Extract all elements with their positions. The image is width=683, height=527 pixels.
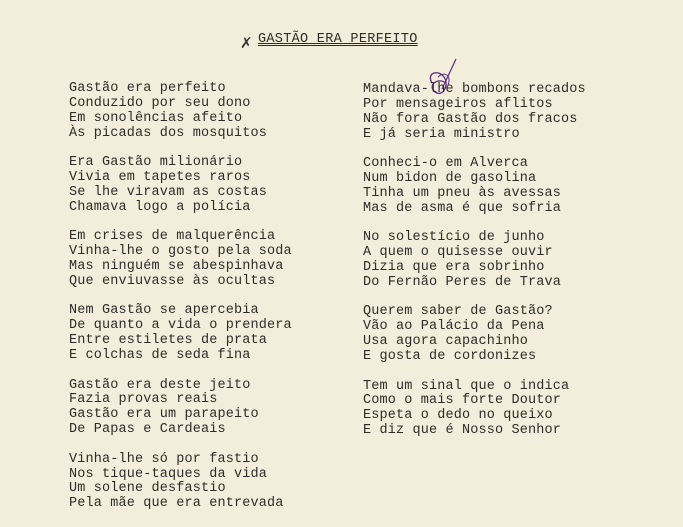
verse-line: Em sonolências afeito <box>69 110 243 126</box>
verse-line: Conheci-o em Alverca <box>363 156 529 172</box>
verse-line: E gosta de cordonizes <box>363 349 537 365</box>
verse-line: Pela mãe que era entrevada <box>69 496 284 512</box>
verse-line: Espeta o dedo no queixo <box>363 408 553 424</box>
left-column <box>69 82 292 527</box>
check-mark: ✗ <box>240 34 253 52</box>
stanza <box>69 156 292 216</box>
verse-line: Um solene desfastio <box>69 481 226 497</box>
stanza <box>363 157 586 217</box>
verse-line: Mas ninguém se abespinhava <box>69 259 284 275</box>
verse-line: E diz que é Nosso Senhor <box>363 423 562 439</box>
verse-line: Dizia que era sobrinho <box>363 260 545 276</box>
verse-line: De Papas e Cardeais <box>69 422 226 438</box>
verse-line: Vivia em tapetes raros <box>69 170 251 186</box>
stanza <box>69 230 292 290</box>
verse-line: Como o mais forte Doutor <box>363 393 562 409</box>
verse-line: Não fora Gastão dos fracos <box>363 111 578 127</box>
stanza <box>363 380 586 440</box>
verse-line: Tinha um pneu às avessas <box>363 185 562 201</box>
verse-line: A quem o quisesse ouvir <box>363 245 553 261</box>
poem-title: GASTÃO ERA PERFEITO <box>258 32 418 47</box>
verse-line: Que enviuvasse às ocultas <box>69 273 276 289</box>
verse-line: Mas de asma é que sofria <box>363 200 562 216</box>
verse-line: Às picadas dos mosquitos <box>69 125 268 141</box>
verse-line: Era Gastão milionário <box>69 155 243 171</box>
verse-line: Conduzido por seu dono <box>69 95 251 111</box>
stanza <box>69 379 292 439</box>
verse-line: Num bidon de gasolina <box>363 171 537 187</box>
verse-line: Nem Gastão se apercebia <box>69 303 259 319</box>
verse-line: Nos tique-taques da vida <box>69 466 268 482</box>
verse-line: Se lhe viravam as costas <box>69 184 268 200</box>
verse-line: De quanto a vida o prendera <box>69 318 292 334</box>
verse-line: Tem um sinal que o indica <box>363 378 570 394</box>
verse-line: Em crises de malquerência <box>69 229 276 245</box>
stanza <box>69 82 292 142</box>
verse-line: Gastão era um parapeito <box>69 407 259 423</box>
verse-line: Entre estiletes de prata <box>69 333 268 349</box>
stanza <box>363 83 586 143</box>
stanza <box>363 305 586 365</box>
verse-line: Vinha-lhe só por fastio <box>69 451 259 467</box>
stanza <box>69 304 292 364</box>
stanza <box>69 453 292 513</box>
verse-line: Vinha-lhe o gosto pela soda <box>69 244 292 260</box>
verse-line: Querem saber de Gastão? <box>363 304 553 320</box>
verse-line: Por mensageiros aflitos <box>363 96 553 112</box>
verse-line: Chamava logo a polícia <box>69 199 251 215</box>
verse-line: E já seria ministro <box>363 126 520 142</box>
verse-line: Fazia provas reais <box>69 392 218 408</box>
verse-line: Gastão era deste jeito <box>69 377 251 393</box>
verse-line: Gastão era perfeito <box>69 81 226 96</box>
right-column <box>363 83 586 454</box>
verse-line: E colchas de seda fina <box>69 348 251 364</box>
verse-line: Mandava-lhe bombons recados <box>363 82 586 97</box>
verse-line: No solestício de junho <box>363 230 545 246</box>
verse-line: Do Fernão Peres de Trava <box>363 274 562 290</box>
verse-line: Vão ao Palácio da Pena <box>363 319 545 335</box>
stanza <box>363 231 586 291</box>
verse-line: Usa agora capachinho <box>363 334 529 350</box>
